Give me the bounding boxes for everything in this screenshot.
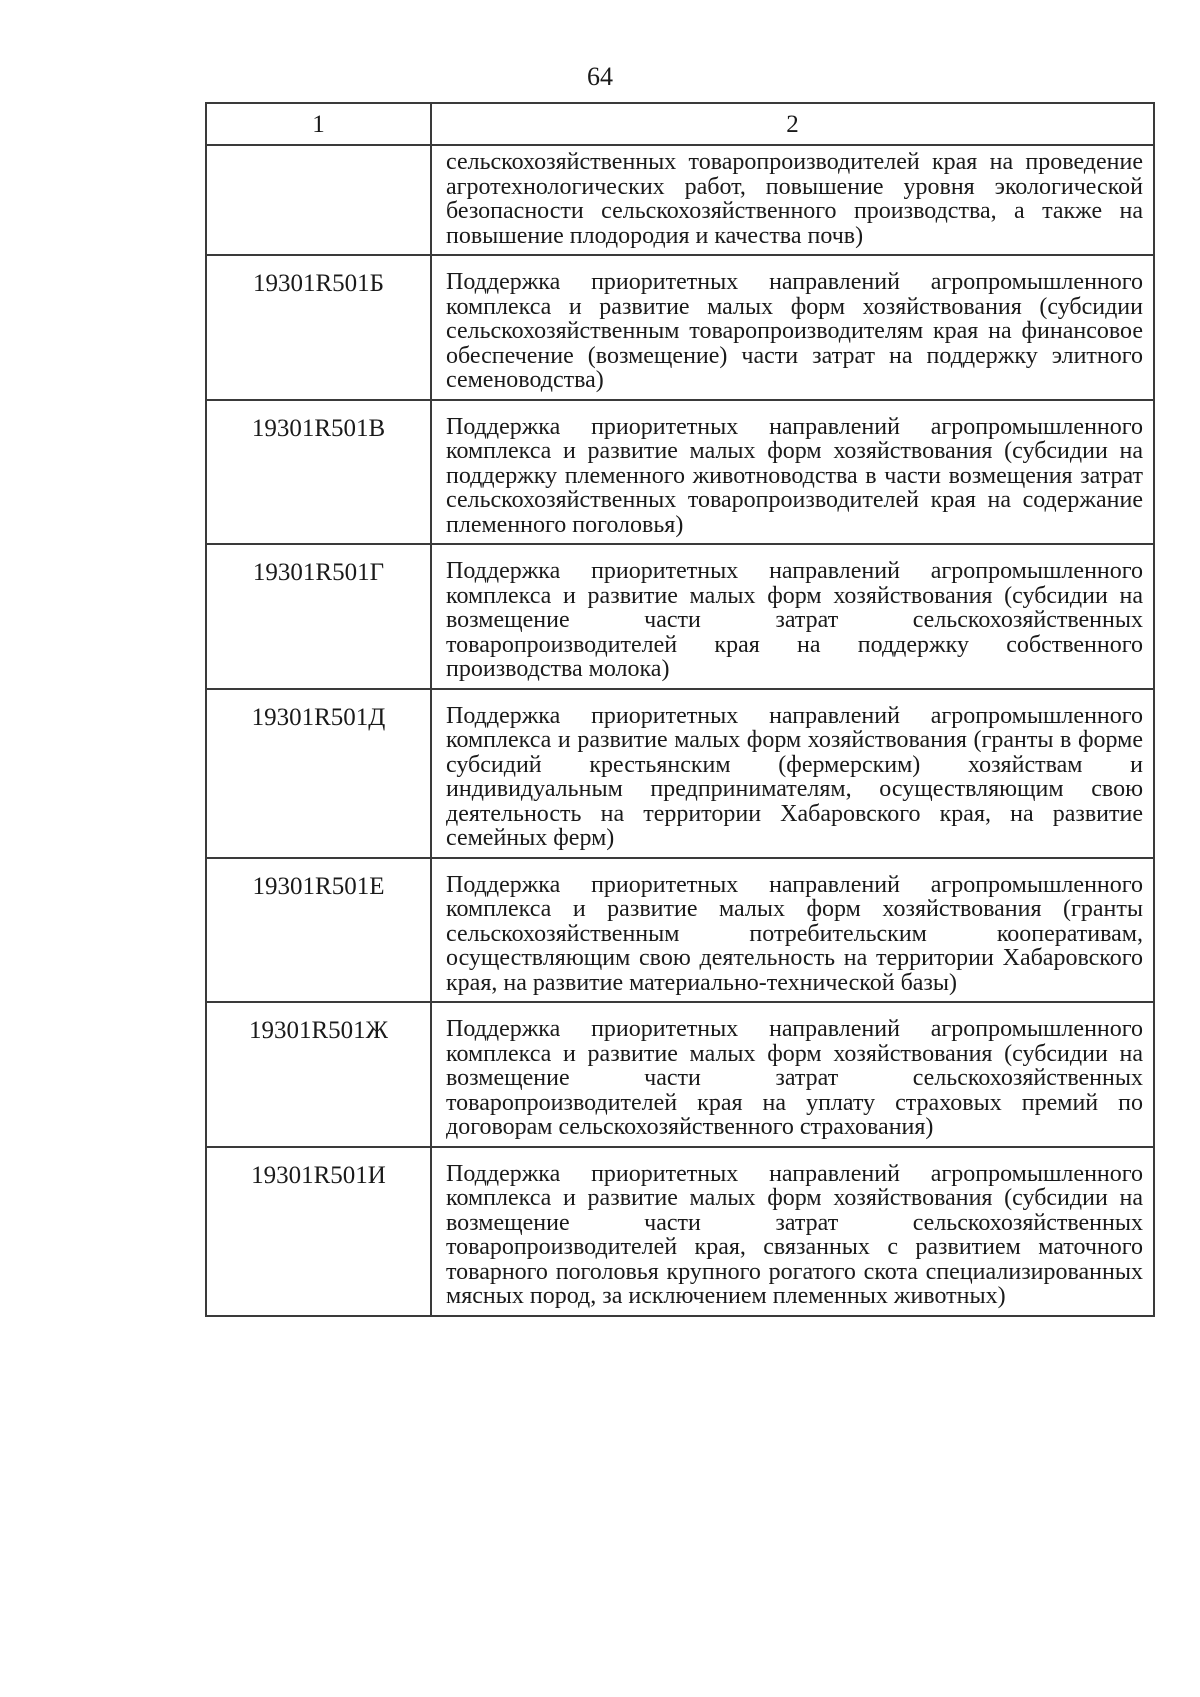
table-row: [206, 544, 1154, 689]
row-description-text: Поддержка приоритетных направлений агропромышленного комплекса и развитие малых форм хозяйствования (субсидии на поддержку племенного животноводства в части возмещения затрат сельскохозяйственных товаропроизводителей края на содержание племенного поголовья): [446, 413, 1143, 538]
row-code: [206, 145, 431, 255]
table-row: [206, 145, 1154, 255]
row-description-text: Поддержка приоритетных направлений агропромышленного комплекса и развитие малых форм хозяйствования (субсидии на возмещение части затрат сельскохозяйственных товаропроизводителей края на поддержку собственного производства молока): [446, 558, 1143, 682]
row-description: [431, 145, 1154, 255]
table-header: [206, 103, 1154, 145]
table-row: [206, 858, 1154, 1003]
row-description: [431, 1002, 1154, 1147]
table-body: [206, 145, 1154, 1316]
row-code: 19301R501И: [206, 1147, 431, 1316]
table-row: [206, 255, 1154, 400]
row-description: [431, 1147, 1154, 1316]
page-number: 64: [587, 62, 613, 91]
table-row: [206, 1002, 1154, 1147]
row-code: 19301R501Г: [206, 544, 431, 689]
column-header-2: 2: [431, 103, 1154, 145]
row-code: 19301R501В: [206, 400, 431, 545]
row-description: [431, 255, 1154, 400]
table-header-row: [206, 103, 1154, 145]
row-code: 19301R501Е: [206, 858, 431, 1003]
row-description-text: Поддержка приоритетных направлений агропромышленного комплекса и развитие малых форм хозяйствования (гранты в форме субсидий крестьянским (фермерским) хозяйствам и индивидуальным предпринимателям, осуществляющим свою деятельность на территории Хабаровского края, на развитие семейных ферм): [446, 702, 1143, 851]
table-row: [206, 689, 1154, 858]
row-code: 19301R501Д: [206, 689, 431, 858]
row-code: 19301R501Ж: [206, 1002, 431, 1147]
budget-codes-table: [205, 102, 1155, 1317]
row-description-text: Поддержка приоритетных направлений агропромышленного комплекса и развитие малых форм хозяйствования (гранты сельскохозяйственным потребительским кооперативам, осуществляющим свою деятельность на территории Хабаровского края, на развитие материально-технической базы): [446, 871, 1143, 996]
table-row: [206, 1147, 1154, 1316]
row-description-text: Поддержка приоритетных направлений агропромышленного комплекса и развитие малых форм хозяйствования (субсидии на возмещение части затрат сельскохозяйственных товаропроизводителей края, связанных с развитием маточного товарного поголовья крупного рогатого скота специализированных мясных пород, за исключением племенных животных): [446, 1160, 1143, 1309]
row-description: [431, 689, 1154, 858]
row-description: [431, 400, 1154, 545]
table-row: [206, 400, 1154, 545]
row-description-text: Поддержка приоритетных направлений агропромышленного комплекса и развитие малых форм хозяйствования (субсидии на возмещение части затрат сельскохозяйственных товаропроизводителей края на уплату страховых премий по договорам сельскохозяйственного страхования): [446, 1016, 1143, 1140]
row-description: [431, 858, 1154, 1003]
row-description-text: сельскохозяйственных товаропроизводителей края на проведение агротехнологических работ, повышение уровня экологической безопасности сельскохозяйственного производства, а также на повышение плодородия и качества почв): [446, 149, 1143, 249]
row-description: [431, 544, 1154, 689]
row-description-text: Поддержка приоритетных направлений агропромышленного комплекса и развитие малых форм хозяйствования (субсидии сельскохозяйственным товаропроизводителям края на финансовое обеспечение (возмещение) части затрат на поддержку элитного семеноводства): [446, 269, 1143, 393]
row-code: 19301R501Б: [206, 255, 431, 400]
column-header-1: 1: [206, 103, 431, 145]
